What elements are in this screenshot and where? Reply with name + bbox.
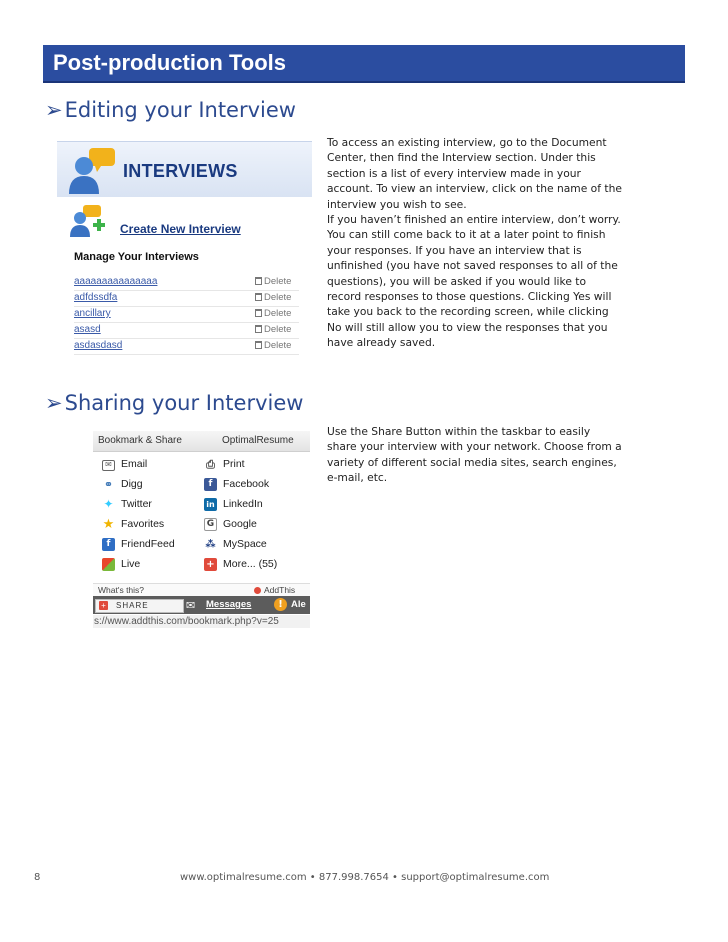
myspace-icon: ⁂ xyxy=(205,539,216,550)
share-favorites-label: Favorites xyxy=(121,518,165,530)
interview-link[interactable]: ancillary xyxy=(74,308,111,319)
page-number: 8 xyxy=(34,872,41,883)
share-live-label: Live xyxy=(121,558,141,570)
share-panel xyxy=(93,431,310,628)
messages-envelope-icon: ✉ xyxy=(186,599,196,612)
footer-contact: www.optimalresume.com • 877.998.7654 • support@optimalresume.com xyxy=(180,872,550,883)
editing-heading-text: Editing your Interview xyxy=(64,98,296,122)
share-digg-label: Digg xyxy=(121,478,143,490)
optimalresume-label: OptimalResume xyxy=(222,435,294,446)
delete-label: Delete xyxy=(264,324,292,335)
share-plus-icon: + xyxy=(99,601,108,610)
print-icon: ⎙ xyxy=(204,458,217,471)
interview-link[interactable]: asdasdasd xyxy=(74,340,123,351)
trash-icon xyxy=(255,325,262,333)
editing-paragraph-2: If you haven’t finished an entire interview, don’t worry. You can still come back to it at a later point to finish your responses. If you have an interview that is unfinished (you have not saved responses to all of the questions), you will be asked if you would like to record responses to those questions. Clicking Yes will take you back to the recording screen, while clicking No will still allow you to view the responses that you have already saved. xyxy=(327,213,621,350)
delete-button[interactable] xyxy=(255,292,291,303)
delete-button[interactable] xyxy=(255,340,291,351)
digg-icon: ⚭ xyxy=(103,478,114,491)
interview-link[interactable]: asasd xyxy=(74,324,101,335)
status-url: s://www.addthis.com/bookmark.php?v=25 xyxy=(93,615,310,628)
arrow-bullet-icon: ➢ xyxy=(45,391,63,415)
editing-paragraph-1: To access an existing interview, go to the Document Center, then find the Interview section. Under this section is a list of every interview made in your account. To view an interview, click on the name of the interview you wish to see. xyxy=(327,136,622,211)
delete-button[interactable] xyxy=(255,324,291,335)
favorites-icon: ★ xyxy=(102,517,115,532)
addthis-link[interactable] xyxy=(254,585,295,595)
taskbar xyxy=(93,596,310,614)
alert-icon: ! xyxy=(274,598,287,611)
delete-label: Delete xyxy=(264,292,292,303)
share-google-label: Google xyxy=(223,518,257,530)
interview-row xyxy=(74,276,299,291)
facebook-icon: f xyxy=(204,478,217,491)
share-panel-footer xyxy=(93,583,310,596)
trash-icon xyxy=(255,293,262,301)
share-button[interactable] xyxy=(95,599,184,613)
trash-icon xyxy=(255,341,262,349)
interviews-header xyxy=(57,141,312,197)
delete-button[interactable] xyxy=(255,276,291,287)
trash-icon xyxy=(255,309,262,317)
row-divider xyxy=(74,290,299,291)
editing-heading xyxy=(45,98,296,122)
interview-link[interactable]: adfdssdfa xyxy=(74,292,118,303)
addthis-icon xyxy=(254,587,261,594)
google-icon: G xyxy=(204,518,217,531)
live-icon xyxy=(102,558,115,571)
bookmark-share-title: Bookmark & Share xyxy=(98,435,182,446)
interview-row xyxy=(74,324,299,339)
share-twitter-label: Twitter xyxy=(121,498,152,510)
interview-row xyxy=(74,340,299,355)
share-myspace-label: MySpace xyxy=(223,538,267,550)
share-more-label: More... (55) xyxy=(223,558,278,570)
addthis-label: AddThis xyxy=(264,585,296,595)
delete-label: Delete xyxy=(264,340,292,351)
share-print-label: Print xyxy=(223,458,245,470)
delete-button[interactable] xyxy=(255,308,291,319)
row-divider xyxy=(74,338,299,339)
create-interview-icon[interactable] xyxy=(69,203,109,239)
interview-row xyxy=(74,308,299,323)
manage-interviews-heading: Manage Your Interviews xyxy=(74,251,199,263)
arrow-bullet-icon: ➢ xyxy=(45,98,63,122)
share-linkedin-label: LinkedIn xyxy=(223,498,263,510)
sharing-heading xyxy=(45,391,303,415)
share-friendfeed-label: FriendFeed xyxy=(121,538,175,550)
twitter-icon: ✦ xyxy=(103,497,114,511)
sharing-paragraph: Use the Share Button within the taskbar to easily share your interview with your network. Choose from a variety of different social media sites, search engines, e-mail, etc. xyxy=(327,425,622,485)
more-icon: + xyxy=(204,558,217,571)
share-button-label: SHARE xyxy=(116,601,149,610)
row-divider xyxy=(74,322,299,323)
delete-label: Delete xyxy=(264,308,292,319)
alerts-link[interactable]: Ale xyxy=(291,599,306,610)
share-facebook-label: Facebook xyxy=(223,478,270,490)
interview-link[interactable]: aaaaaaaaaaaaaaa xyxy=(74,276,158,287)
row-divider xyxy=(74,306,299,307)
create-new-interview-link[interactable]: Create New Interview xyxy=(120,222,241,236)
share-panel-header xyxy=(93,431,310,452)
trash-icon xyxy=(255,277,262,285)
friendfeed-icon: f xyxy=(102,538,115,551)
banner-title: Post-production Tools xyxy=(53,50,287,75)
interviews-person-icon xyxy=(67,146,117,194)
interviews-panel xyxy=(57,141,312,369)
share-email-label: Email xyxy=(121,458,148,470)
section-banner xyxy=(43,45,685,83)
whats-this-link[interactable]: What's this? xyxy=(98,585,145,595)
email-icon: ✉ xyxy=(102,460,115,471)
linkedin-icon: in xyxy=(204,498,217,511)
sharing-heading-text: Sharing your Interview xyxy=(64,391,304,415)
interviews-title: INTERVIEWS xyxy=(123,161,238,181)
messages-link[interactable]: Messages xyxy=(206,599,252,610)
delete-label: Delete xyxy=(264,276,292,287)
row-divider xyxy=(74,354,299,355)
interview-row xyxy=(74,292,299,307)
